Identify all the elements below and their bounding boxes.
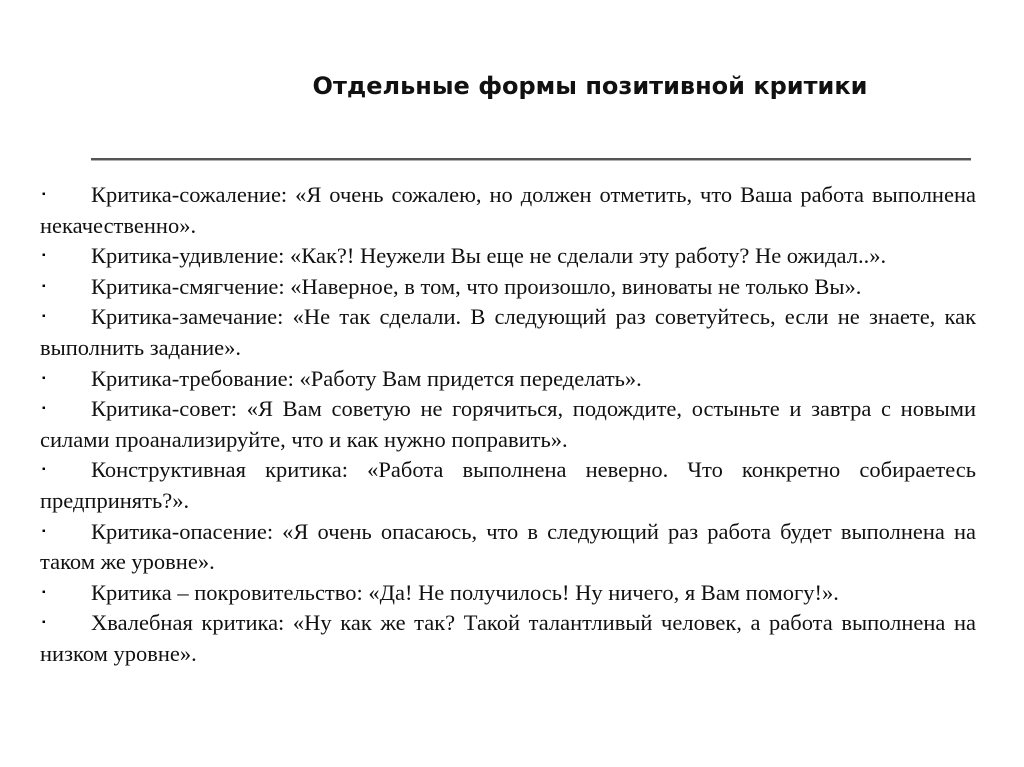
list-item-text: Критика-удивление: «Как?! Неужели Вы еще не сделали эту работу? Не ожидал..».: [91, 243, 887, 269]
list-item-text: Критика-замечание: «Не так сделали. В следующий раз советуйтесь, если не знаете, как выполнить задание».: [40, 304, 976, 360]
list-item: [40, 272, 976, 303]
list-item: [40, 241, 976, 272]
slide-title: Отдельные формы позитивной критики: [312, 72, 868, 100]
list-item-text: Критика-требование: «Работу Вам придется переделать».: [91, 365, 642, 391]
criticism-list: [40, 180, 976, 670]
title-divider: [91, 158, 971, 161]
list-item: [40, 455, 976, 516]
bullet-icon: ▪: [42, 250, 46, 262]
list-item: [40, 578, 976, 609]
list-item-text: Критика – покровительство: «Да! Не получилось! Ну ничего, я Вам помогу!».: [91, 579, 839, 605]
list-item: [40, 394, 976, 455]
list-item: [40, 302, 976, 363]
list-item-text: Конструктивная критика: «Работа выполнена неверно. Что конкретно собираетесь предпринять?».: [40, 457, 976, 513]
list-item-text: Критика-сожаление: «Я очень сожалею, но должен отметить, что Ваша работа выполнена некачественно».: [40, 182, 976, 238]
bullet-icon: ▪: [42, 586, 46, 598]
list-item-text: Критика-совет: «Я Вам советую не горячиться, подождите, остыньте и завтра с новыми силами проанализируйте, что и как нужно поправить».: [40, 396, 976, 452]
list-item-text: Хвалебная критика: «Ну как же так? Такой талантливый человек, а работа выполнена на низком уровне».: [40, 610, 976, 666]
bullet-icon: ▪: [42, 311, 46, 323]
list-item-text: Критика-опасение: «Я очень опасаюсь, что в следующий раз работа будет выполнена на таком же уровне».: [40, 518, 976, 575]
bullet-icon: ▪: [42, 372, 46, 384]
bullet-icon: ▪: [42, 189, 46, 200]
bullet-icon: ▪: [42, 525, 46, 537]
bullet-icon: ▪: [42, 464, 46, 476]
list-item: [40, 180, 976, 241]
bullet-icon: ▪: [42, 280, 46, 292]
list-item: [40, 608, 976, 669]
list-item: [40, 364, 976, 395]
bullet-icon: ▪: [42, 403, 46, 415]
list-item: [40, 517, 976, 578]
bullet-icon: ▪: [42, 617, 46, 629]
list-item-text: Критика-смягчение: «Наверное, в том, что произошло, виноваты не только Вы».: [91, 273, 862, 299]
